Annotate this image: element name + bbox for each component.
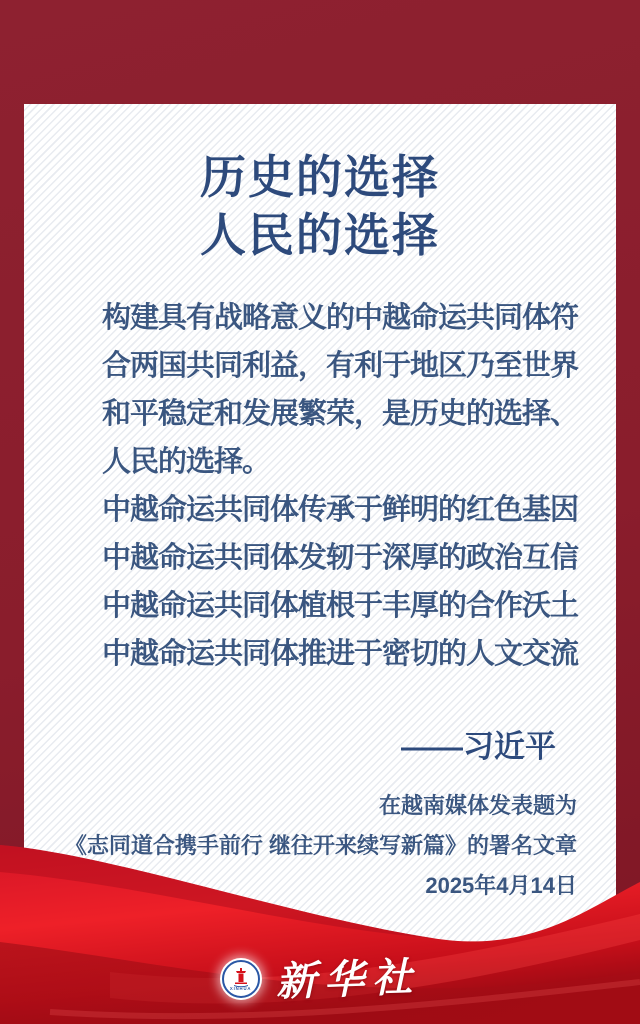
quote-line: 中越命运共同体发轫于深厚的政治互信 (102, 542, 579, 574)
poster-title-line-1: 历史的选择 (200, 151, 440, 203)
quote-line: 合两国共同利益，有利于地区乃至世界 (102, 350, 579, 382)
quote-line: 和平稳定和发展繁荣，是历史的选择、 (102, 398, 579, 430)
xinhua-logo-icon (220, 958, 262, 1000)
quote-line: 人民的选择。 (102, 446, 271, 478)
quote-card (24, 104, 616, 945)
logo-ring (222, 960, 260, 998)
quote-line: 中越命运共同体植根于丰厚的合作沃土 (102, 590, 579, 622)
poster-title (24, 148, 616, 264)
quote-line: 中越命运共同体推进于密切的人文交流 (102, 638, 579, 670)
attribution: ——习近平 (401, 729, 556, 764)
source-date: 2025年4月14日 (425, 873, 577, 898)
poster-title-line-2: 人民的选择 (200, 209, 440, 261)
footer-branding (0, 934, 640, 1024)
quote-paragraph (102, 294, 579, 678)
source-line-1: 在越南媒体发表题为 (378, 793, 577, 818)
quote-line: 构建具有战略意义的中越命运共同体符 (102, 302, 579, 334)
logo-subtext: XINHUA (230, 986, 252, 992)
agency-name: 新华社 (275, 955, 421, 1004)
source-line-2: 《志同道合携手前行 继往开来续写新篇》的署名文章 (64, 833, 577, 858)
quote-line: 中越命运共同体传承于鲜明的红色基因 (102, 494, 579, 526)
